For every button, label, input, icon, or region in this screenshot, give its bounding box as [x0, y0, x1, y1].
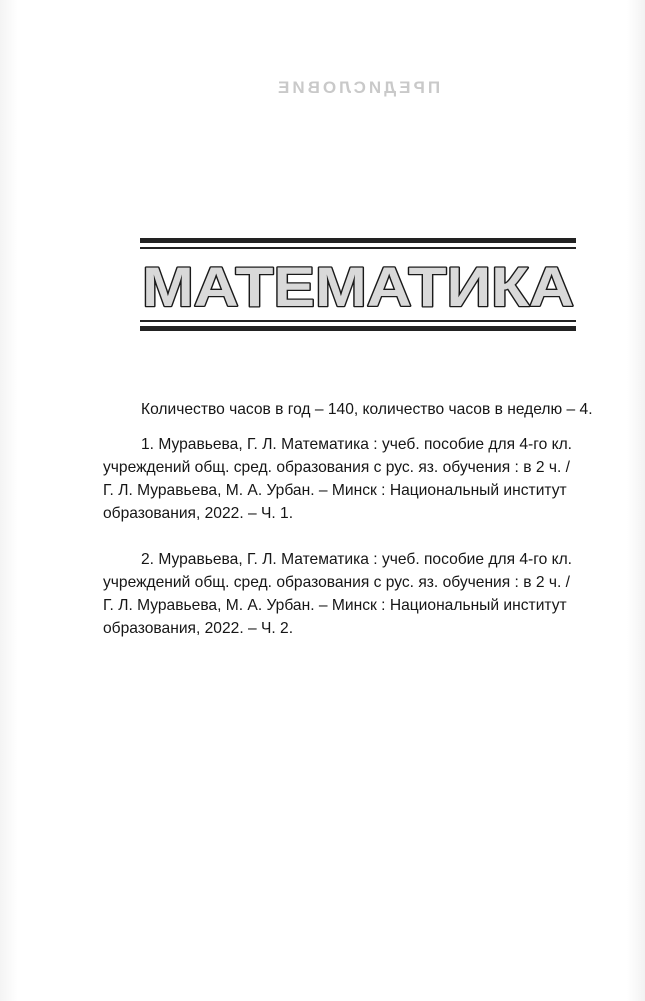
title-rule-thick-bottom [140, 326, 576, 331]
reference-item-2 [103, 548, 623, 640]
document-body [103, 398, 623, 663]
show-through-heading: ПРЕДИСЛОВИЕ [275, 78, 441, 97]
title-block [140, 232, 576, 338]
reference-line: учреждений общ. сред. образования с рус. яз. обучения : в 2 ч. / [103, 459, 570, 476]
reference-item-1 [103, 433, 623, 525]
title-rule-thin-bottom [140, 320, 576, 322]
title-rule-thick-top [140, 238, 576, 243]
reference-line: 2. Муравьева, Г. Л. Математика : учеб. пособие для 4-го кл. [141, 551, 573, 568]
title-text: МАТЕМАТИКА [142, 255, 574, 316]
reference-line: Г. Л. Муравьева, М. А. Урбан. – Минск : Национальный институт [103, 482, 567, 499]
reference-line: образования, 2022. – Ч. 1. [103, 505, 294, 522]
reference-line: учреждений общ. сред. образования с рус. яз. обучения : в 2 ч. / [103, 574, 570, 591]
reference-line: Г. Л. Муравьева, М. А. Урбан. – Минск : Национальный институт [103, 597, 567, 614]
reference-line: 1. Муравьева, Г. Л. Математика : учеб. пособие для 4-го кл. [141, 436, 573, 453]
reference-line: образования, 2022. – Ч. 2. [103, 620, 294, 637]
hours-line: Количество часов в год – 140, количество часов в неделю – 4. [141, 401, 593, 418]
title-rule-thin-top [140, 247, 576, 249]
title-heading [140, 254, 576, 316]
